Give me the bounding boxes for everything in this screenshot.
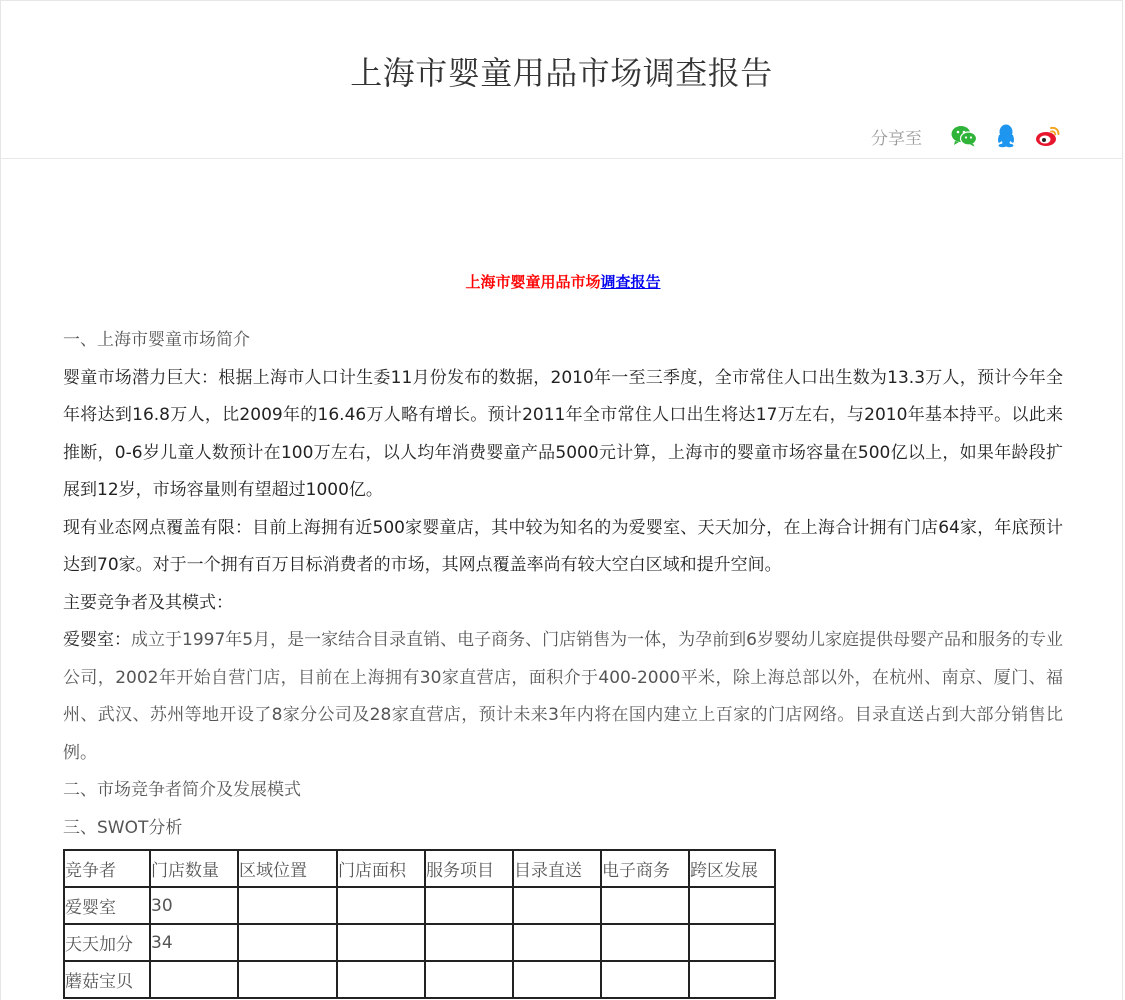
table-row (64, 887, 775, 924)
section3-heading: 三、SWOT分析 (63, 817, 183, 838)
table-cell (601, 924, 689, 961)
swot-table (63, 849, 776, 999)
table-cell (150, 961, 238, 998)
share-bar (871, 121, 1062, 151)
table-cell (425, 924, 513, 961)
table-header-cell: 门店面积 (337, 850, 425, 887)
share-weibo-button[interactable] (1034, 122, 1062, 150)
qq-icon (995, 124, 1017, 148)
table-cell: 34 (150, 924, 238, 961)
share-wechat-button[interactable] (950, 122, 978, 150)
page-header (1, 1, 1122, 159)
table-cell (513, 887, 601, 924)
table-header-cell: 区域位置 (238, 850, 337, 887)
table-cell (601, 961, 689, 998)
report-link[interactable]: 调查报告 (600, 273, 661, 291)
section1-heading: 一、上海市婴童市场简介 (63, 330, 250, 350)
section2-heading: 二、市场竞争者简介及发展模式 (63, 780, 301, 800)
share-label: 分享至 (871, 128, 922, 149)
table-cell (689, 961, 775, 998)
table-cell (238, 887, 337, 924)
table-cell (425, 887, 513, 924)
paragraph-coverage: 现有业态网点覆盖有限：目前上海拥有近500家婴童店，其中较为知名的为爱婴室、天天加分，在上海合计拥有门店64家，年底预计达到70家。对于一个拥有百万目标消费者的市场，其网点覆盖率尚有较大空白区域和提升空间。 (63, 517, 1063, 575)
paragraph-aiyingshi-lead: 爱婴室： (63, 630, 132, 650)
paragraph-market-potential: 婴童市场潜力巨大：根据上海市人口计生委11月份发布的数据，2010年一至三季度，全市常住人口出生数为13.3万人，预计今年全年将达到16.8万人，比2009年的16.46万人略有增长。预计2011年全市常住人口出生将达17万左右，与2010年基本持平。以此来推断，0-6岁儿童人数预计在100万左右，以人均年消费婴童产品5000元计算，上海市的婴童市场容量在500亿以上，如果年龄段扩展到12岁，市场容量则有望超过1000亿。 (63, 367, 1063, 500)
table-cell (425, 961, 513, 998)
table-header-cell: 服务项目 (425, 850, 513, 887)
table-cell (513, 924, 601, 961)
table-cell (513, 961, 601, 998)
table-cell (689, 887, 775, 924)
table-header-cell: 跨区发展 (689, 850, 775, 887)
weibo-icon (1035, 125, 1061, 147)
table-row (64, 924, 775, 961)
paragraph-competitors-heading: 主要竞争者及其模式： (63, 592, 233, 613)
wechat-icon (951, 125, 977, 147)
table-header-cell: 目录直送 (513, 850, 601, 887)
table-cell: 天天加分 (64, 924, 150, 961)
table-cell: 30 (150, 887, 238, 924)
table-header-row (64, 850, 775, 887)
table-cell (238, 924, 337, 961)
table-header-cell: 电子商务 (601, 850, 689, 887)
article-inner-title (63, 260, 1063, 304)
table-header-cell: 门店数量 (150, 850, 238, 887)
page-title: 上海市婴童用品市场调查报告 (350, 54, 773, 92)
share-qq-button[interactable] (992, 122, 1020, 150)
table-cell (238, 961, 337, 998)
table-cell (601, 887, 689, 924)
paragraph-aiyingshi-body: 成立于1997年5月，是一家结合目录直销、电子商务、门店销售为一体，为孕前到6岁婴幼儿家庭提供母婴产品和服务的专业公司，2002年开始自营门店，目前在上海拥有30家直营店，面积介于400-2000平米，除上海总部以外，在杭州、南京、厦门、福州、武汉、苏州等地开设了8家分公司及28家直营店，预计未来3年内将在国内建立上百家的门店网络。目录直送占到大部分销售比例。 (63, 630, 1063, 763)
table-cell: 爱婴室 (64, 887, 150, 924)
paragraph-aiyingshi (63, 622, 1063, 772)
table-header-cell: 竞争者 (64, 850, 150, 887)
table-cell (337, 961, 425, 998)
table-cell (689, 924, 775, 961)
article-inner-title-text: 上海市婴童用品市场 (465, 273, 601, 291)
table-cell (337, 924, 425, 961)
table-cell: 蘑菇宝贝 (64, 961, 150, 998)
table-row (64, 961, 775, 998)
article-body (63, 260, 1063, 999)
table-cell (337, 887, 425, 924)
